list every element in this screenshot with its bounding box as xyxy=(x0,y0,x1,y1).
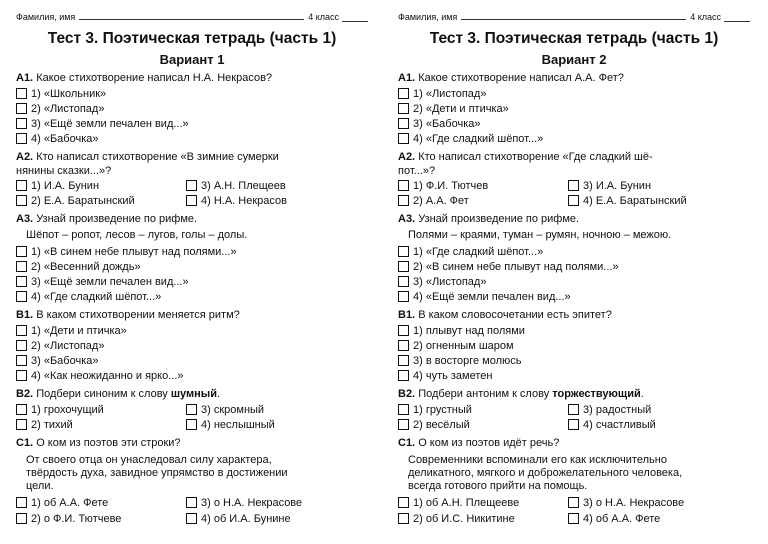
checkbox[interactable] xyxy=(16,133,27,144)
question-a2: А2. Кто написал стихотворение «В зимние сумерки xyxy=(16,151,279,163)
checkbox[interactable] xyxy=(568,497,579,508)
option-b2-2[interactable]: 2) весёлый xyxy=(398,419,470,432)
checkbox[interactable] xyxy=(16,419,27,430)
class-label: 4 класс xyxy=(308,12,339,22)
checkbox[interactable] xyxy=(398,325,409,336)
option-a3-1[interactable]: 1) «В синем небе плывут над полями...» xyxy=(16,246,237,259)
option-c1-2[interactable]: 2) об И.С. Никитине xyxy=(398,513,515,526)
test-title: Тест 3. Поэтическая тетрадь (часть 1) xyxy=(429,30,719,47)
question-b2: В2. Подбери антоним к слову торжествующий. xyxy=(398,388,644,400)
question-b1: В1. В каком словосочетании есть эпитет? xyxy=(398,309,612,321)
option-c1-2[interactable]: 2) о Ф.И. Тютчеве xyxy=(16,513,121,526)
checkbox[interactable] xyxy=(186,404,197,415)
option-a3-4[interactable]: 4) «Где сладкий шёпот...» xyxy=(16,291,161,304)
option-b2-3[interactable]: 3) радостный xyxy=(568,404,651,417)
checkbox[interactable] xyxy=(398,340,409,351)
option-a1-2[interactable]: 2) «Дети и птичка» xyxy=(398,103,509,116)
checkbox[interactable] xyxy=(398,276,409,287)
option-a3-1[interactable]: 1) «Где сладкий шёпот...» xyxy=(398,246,543,259)
option-b2-2[interactable]: 2) тихий xyxy=(16,419,73,432)
option-a3-3[interactable]: 3) «Ещё земли печален вид...» xyxy=(16,276,189,289)
checkbox[interactable] xyxy=(398,513,409,524)
option-a1-1[interactable]: 1) «Листопад» xyxy=(398,88,486,101)
test-title: Тест 3. Поэтическая тетрадь (часть 1) xyxy=(47,30,337,47)
option-a2-1[interactable]: 1) Ф.И. Тютчев xyxy=(398,180,488,193)
option-c1-1[interactable]: 1) об А.А. Фете xyxy=(16,497,108,510)
question-a3: А3. Узнай произведение по рифме. xyxy=(398,213,580,225)
question-b2: В2. Подбери синоним к слову шумный. xyxy=(16,388,221,400)
option-a3-4[interactable]: 4) «Ещё земли печален вид...» xyxy=(398,291,571,304)
checkbox[interactable] xyxy=(16,88,27,99)
checkbox[interactable] xyxy=(186,513,197,524)
checkbox[interactable] xyxy=(16,497,27,508)
checkbox[interactable] xyxy=(16,513,27,524)
option-a1-2[interactable]: 2) «Листопад» xyxy=(16,103,104,116)
option-c1-4[interactable]: 4) об А.А. Фете xyxy=(568,513,660,526)
option-a1-1[interactable]: 1) «Школьник» xyxy=(16,88,106,101)
option-b1-3[interactable]: 3) в восторге молюсь xyxy=(398,355,522,368)
checkbox[interactable] xyxy=(398,355,409,366)
checkbox[interactable] xyxy=(186,195,197,206)
option-a3-2[interactable]: 2) «Весенний дождь» xyxy=(16,261,141,274)
name-label: Фамилия, имя xyxy=(16,12,76,22)
option-c1-3[interactable]: 3) о Н.А. Некрасове xyxy=(568,497,684,510)
option-a2-4[interactable]: 4) Н.А. Некрасов xyxy=(186,195,287,208)
checkbox[interactable] xyxy=(186,419,197,430)
quote-line-2: деликатного, мягкого и доброжелательного человека, xyxy=(408,467,683,479)
name-label: Фамилия, имя xyxy=(398,12,458,22)
checkbox[interactable] xyxy=(16,340,27,351)
checkbox[interactable] xyxy=(16,261,27,272)
option-b2-4[interactable]: 4) счастливый xyxy=(568,419,656,432)
option-b1-3[interactable]: 3) «Бабочка» xyxy=(16,355,99,368)
class-blank[interactable] xyxy=(342,12,368,22)
checkbox[interactable] xyxy=(186,180,197,191)
option-a3-2[interactable]: 2) «В синем небе плывут над полями...» xyxy=(398,261,619,274)
checkbox[interactable] xyxy=(16,404,27,415)
checkbox[interactable] xyxy=(398,497,409,508)
checkbox[interactable] xyxy=(398,404,409,415)
rhyme-text: Полями – краями, туман – румян, ночною – межою. xyxy=(408,229,672,241)
question-a3: А3. Узнай произведение по рифме. xyxy=(16,213,198,225)
header-line xyxy=(16,12,368,22)
checkbox[interactable] xyxy=(398,180,409,191)
quote-line-2: твёрдость духа, завидное упрямство в достижении xyxy=(26,467,288,479)
question-c1: С1. О ком из поэтов эти строки? xyxy=(16,437,181,449)
variant-title: Вариант 1 xyxy=(159,52,225,67)
class-blank[interactable] xyxy=(724,12,750,22)
name-blank[interactable] xyxy=(461,12,686,20)
option-c1-4[interactable]: 4) об И.А. Бунине xyxy=(186,513,291,526)
rhyme-text: Шёпот – ропот, лесов – лугов, голы – долы. xyxy=(26,229,248,241)
checkbox[interactable] xyxy=(398,195,409,206)
quote-line-3: всегда готового прийти на помощь. xyxy=(408,480,588,492)
checkbox[interactable] xyxy=(568,419,579,430)
option-a1-3[interactable]: 3) «Бабочка» xyxy=(398,118,481,131)
checkbox[interactable] xyxy=(398,103,409,114)
option-b1-1[interactable]: 1) «Дети и птичка» xyxy=(16,325,127,338)
question-b1: В1. В каком стихотворении меняется ритм? xyxy=(16,309,240,321)
checkbox[interactable] xyxy=(16,180,27,191)
option-b1-2[interactable]: 2) огненным шаром xyxy=(398,340,514,353)
variant-2-column xyxy=(398,0,750,544)
checkbox[interactable] xyxy=(398,133,409,144)
checkbox[interactable] xyxy=(568,195,579,206)
option-b1-1[interactable]: 1) плывут над полями xyxy=(398,325,525,338)
checkbox[interactable] xyxy=(16,103,27,114)
quote-line-1: Современники вспоминали его как исключительно xyxy=(408,454,667,466)
checkbox[interactable] xyxy=(398,419,409,430)
checkbox[interactable] xyxy=(16,325,27,336)
question-a1: А1. Какое стихотворение написал А.А. Фет? xyxy=(398,72,624,84)
class-label: 4 класс xyxy=(690,12,721,22)
option-b1-4[interactable]: 4) «Как неожиданно и ярко...» xyxy=(16,370,184,383)
option-a2-4[interactable]: 4) Е.А. Баратынский xyxy=(568,195,687,208)
option-a1-3[interactable]: 3) «Ещё земли печален вид...» xyxy=(16,118,189,131)
option-a2-2[interactable]: 2) А.А. Фет xyxy=(398,195,469,208)
option-b2-3[interactable]: 3) скромный xyxy=(186,404,264,417)
option-a2-3[interactable]: 3) И.А. Бунин xyxy=(568,180,651,193)
checkbox[interactable] xyxy=(16,246,27,257)
question-a2-cont: пот...»? xyxy=(398,165,436,177)
option-b2-1[interactable]: 1) грохочущий xyxy=(16,404,104,417)
checkbox[interactable] xyxy=(568,180,579,191)
option-a1-4[interactable]: 4) «Где сладкий шёпот...» xyxy=(398,133,543,146)
checkbox[interactable] xyxy=(16,355,27,366)
quote-line-1: От своего отца он унаследовал силу характера, xyxy=(26,454,272,466)
checkbox[interactable] xyxy=(398,261,409,272)
question-a2-cont: нянины сказки...»? xyxy=(16,165,112,177)
header-line xyxy=(398,12,750,22)
checkbox[interactable] xyxy=(16,118,27,129)
checkbox[interactable] xyxy=(568,513,579,524)
option-a3-3[interactable]: 3) «Листопад» xyxy=(398,276,486,289)
variant-1-column xyxy=(16,0,368,544)
checkbox[interactable] xyxy=(186,497,197,508)
question-a1: А1. Какое стихотворение написал Н.А. Некрасов? xyxy=(16,72,273,84)
checkbox[interactable] xyxy=(398,118,409,129)
option-b2-4[interactable]: 4) неслышный xyxy=(186,419,275,432)
option-b1-2[interactable]: 2) «Листопад» xyxy=(16,340,104,353)
checkbox[interactable] xyxy=(398,291,409,302)
checkbox[interactable] xyxy=(16,291,27,302)
option-b1-4[interactable]: 4) чуть заметен xyxy=(398,370,492,383)
variant-title: Вариант 2 xyxy=(541,52,607,67)
checkbox[interactable] xyxy=(398,370,409,381)
checkbox[interactable] xyxy=(568,404,579,415)
checkbox[interactable] xyxy=(16,370,27,381)
option-c1-1[interactable]: 1) об А.Н. Плещееве xyxy=(398,497,519,510)
question-a2: А2. Кто написал стихотворение «Где сладкий шё- xyxy=(398,151,653,163)
checkbox[interactable] xyxy=(16,276,27,287)
option-a1-4[interactable]: 4) «Бабочка» xyxy=(16,133,99,146)
option-a2-3[interactable]: 3) А.Н. Плещеев xyxy=(186,180,286,193)
quote-line-3: цели. xyxy=(26,480,54,492)
name-blank[interactable] xyxy=(79,12,304,20)
checkbox[interactable] xyxy=(398,246,409,257)
question-c1: С1. О ком из поэтов идёт речь? xyxy=(398,437,560,449)
option-a2-1[interactable]: 1) И.А. Бунин xyxy=(16,180,99,193)
option-b2-1[interactable]: 1) грустный xyxy=(398,404,472,417)
checkbox[interactable] xyxy=(16,195,27,206)
option-a2-2[interactable]: 2) Е.А. Баратынский xyxy=(16,195,135,208)
checkbox[interactable] xyxy=(398,88,409,99)
option-c1-3[interactable]: 3) о Н.А. Некрасове xyxy=(186,497,302,510)
